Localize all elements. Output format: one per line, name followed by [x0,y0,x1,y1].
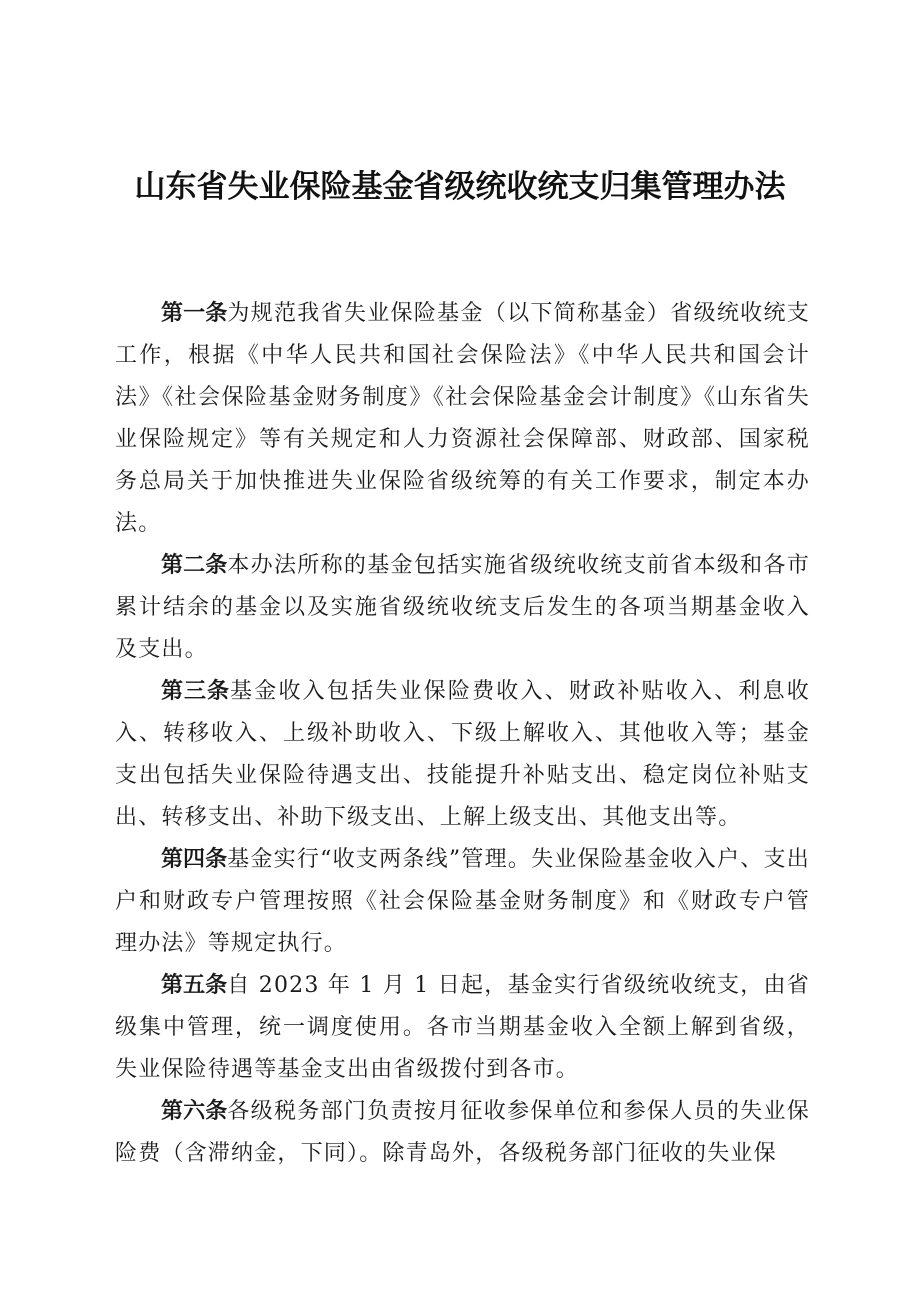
article-2 [115,545,810,671]
article-text: 本办法所称的基金包括实施省级统收统支前省本级和各市累计结余的基金以及实施省级统收统支后发生的各项当期基金收入及支出。 [115,553,810,662]
document-body [115,293,810,1175]
article-label: 第一条 [161,301,228,326]
article-text: 基金实行“收支两条线”管理。失业保险基金收入户、支出户和财政专户管理按照《社会保险基金财务制度》和《财政专户管理办法》等规定执行。 [115,847,810,956]
article-5 [115,965,810,1091]
article-text: 为规范我省失业保险基金（以下简称基金）省级统收统支工作，根据《中华人民共和国社会保险法》《中华人民共和国会计法》《社会保险基金财务制度》《社会保险基金会计制度》《山东省失业保险规定》等有关规定和人力资源社会保障部、财政部、国家税务总局关于加快推进失业保险省级统筹的有关工作要求，制定本办法。 [115,301,810,536]
article-label: 第二条 [161,553,228,578]
article-label: 第三条 [161,679,231,704]
document-title: 山东省失业保险基金省级统收统支归集管理办法 [134,169,786,205]
article-text: 自 2023 年 1 月 1 日起，基金实行省级统收统支，由省级集中管理，统一调度使用。各市当期基金收入全额上解到省级，失业保险待遇等基金支出由省级拨付到各市。 [115,973,810,1082]
article-label: 第五条 [161,973,228,998]
article-6 [115,1091,810,1175]
article-text: 各级税务部门负责按月征收参保单位和参保人员的失业保险费（含滞纳金，下同）。除青岛外，各级税务部门征收的失业保 [115,1099,810,1166]
article-text: 基金收入包括失业保险费收入、财政补贴收入、利息收入、转移收入、上级补助收入、下级上解收入、其他收入等；基金支出包括失业保险待遇支出、技能提升补贴支出、稳定岗位补贴支出、转移支出、补助下级支出、上解上级支出、其他支出等。 [115,679,810,830]
article-label: 第六条 [161,1099,228,1124]
article-3 [115,671,810,839]
article-1 [115,293,810,545]
article-4 [115,839,810,965]
article-label: 第四条 [161,847,228,872]
